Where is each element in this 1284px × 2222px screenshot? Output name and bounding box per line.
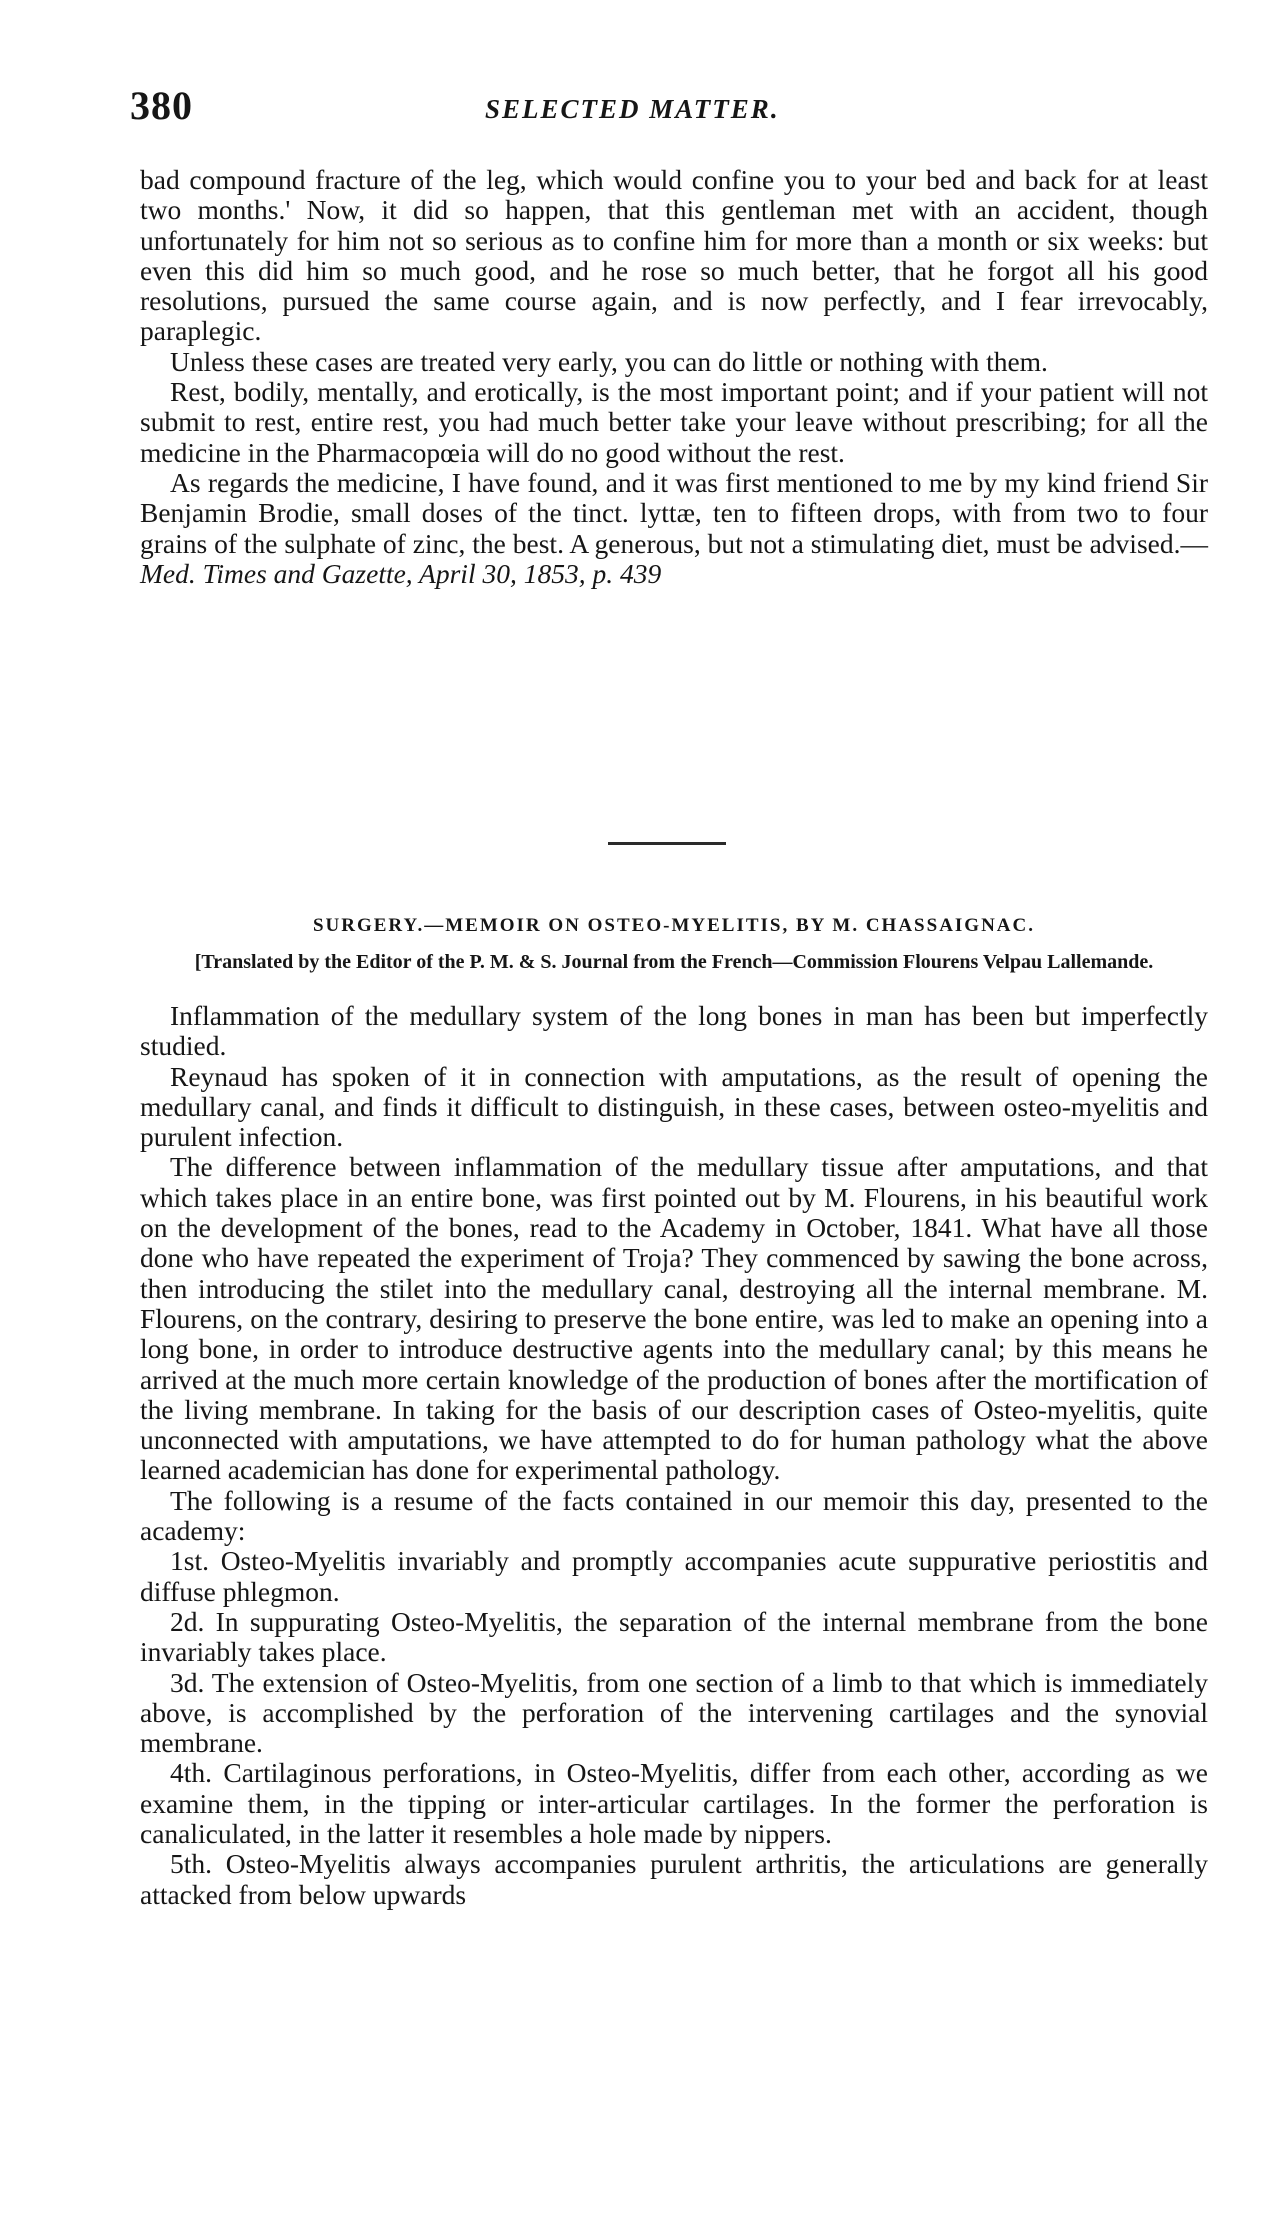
closing-paragraph bbox=[140, 468, 1208, 589]
article-heading: SURGERY.—MEMOIR ON OSTEO-MYELITIS, BY M. CHASSAIGNAC. bbox=[312, 915, 1036, 936]
paragraph: Inflammation of the medullary system of the long bones in man has been but imperfectly studied. bbox=[140, 1000, 1208, 1062]
list-item: 4th. Cartilaginous perforations, in Osteo-Myelitis, differ from each other, according as we examine them, in the tipping or inter-articular cartilages. In the former the perforation is canaliculated, in the latter it resembles a hole made by nippers. bbox=[140, 1757, 1208, 1850]
running-head bbox=[130, 82, 1210, 132]
translator-note: [Translated by the Editor of the P. M. & S. Journal from the French—Commission Flourens Velpau Lallemande. bbox=[194, 951, 1154, 973]
section-divider bbox=[608, 842, 726, 845]
paragraph: The difference between inflammation of the medullary tissue after amputations, and that which takes place in an entire bone, was first pointed out by M. Flourens, in his beautiful work on the development of the bones, read to the Academy in October, 1841. What have all those done who have repeated the experiment of Troja? They commenced by sawing the bone across, then introducing the stilet into the medullary canal, destroying all the internal membrane. M. Flourens, on the contrary, desiring to preserve the bone entire, was led to make an opening into a long bone, in order to introduce destructive agents into the medullary canal; by this means he arrived at the much more certain knowledge of the production of bones after the mortification of the living membrane. In taking for the basis of our description cases of Osteo-myelitis, quite unconnected with amputations, we have attempted to do for human pathology what the above learned academician has done for experimental pathology. bbox=[140, 1151, 1208, 1486]
paragraph: bad compound fracture of the leg, which would confine you to your bed and back for at least two months.' Now, it did so happen, that this gentleman met with an accident, though unfortunately for him not so serious as to confine him for more than a month or six weeks: but even this did him so much good, and he rose so much better, that he forgot all his good resolutions, pursued the same course again, and is now perfectly, and I fear irrevocably, paraplegic. bbox=[140, 164, 1208, 347]
paragraph: Unless these cases are treated very early, you can do little or nothing with them. bbox=[170, 345, 1048, 377]
paragraph: Rest, bodily, mentally, and erotically, is the most important point; and if your patient will not submit to rest, entire rest, you had much better take your leave without prescribing; for all the medicine in the Pharmacopœia will do no good without the rest. bbox=[140, 376, 1208, 468]
article-body bbox=[140, 1001, 1208, 1910]
closing-text: As regards the medicine, I have found, and it was first mentioned to me by my kind friend Sir Benjamin Brodie, small doses of the tinct. lyttæ, ten to fifteen drops, with from two to four grains of the sulphate of zinc, the best. A generous, but not a stimulating diet, must be advised.— bbox=[140, 466, 1208, 559]
list-item: 1st. Osteo-Myelitis invariably and promptly accompanies acute suppurative periostitis and diffuse phlegmon. bbox=[140, 1545, 1208, 1607]
list-item: 2d. In suppurating Osteo-Myelitis, the separation of the internal membrane from the bone invariably takes place. bbox=[140, 1605, 1208, 1668]
paragraph: Reynaud has spoken of it in connection with amputations, as the result of opening the medullary canal, and finds it difficult to distinguish, in these cases, between osteo-myelitis and purulent infection. bbox=[140, 1060, 1208, 1153]
page-number: 380 bbox=[130, 83, 193, 128]
paragraph: The following is a resume of the facts contained in our memoir this day, presented to the academy: bbox=[140, 1484, 1208, 1547]
citation: Med. Times and Gazette, April 30, 1853, p. 439 bbox=[140, 557, 662, 589]
continued-text bbox=[140, 165, 1208, 589]
list-item: 3d. The extension of Osteo-Myelitis, from one section of a limb to that which is immediately above, is accomplished by the perforation of the intervening cartilages and the synovial membrane. bbox=[140, 1666, 1208, 1759]
list-item: 5th. Osteo-Myelitis always accompanies purulent arthritis, the articulations are generally attacked from below upwards bbox=[140, 1848, 1208, 1910]
running-title: SELECTED MATTER. bbox=[485, 94, 780, 124]
